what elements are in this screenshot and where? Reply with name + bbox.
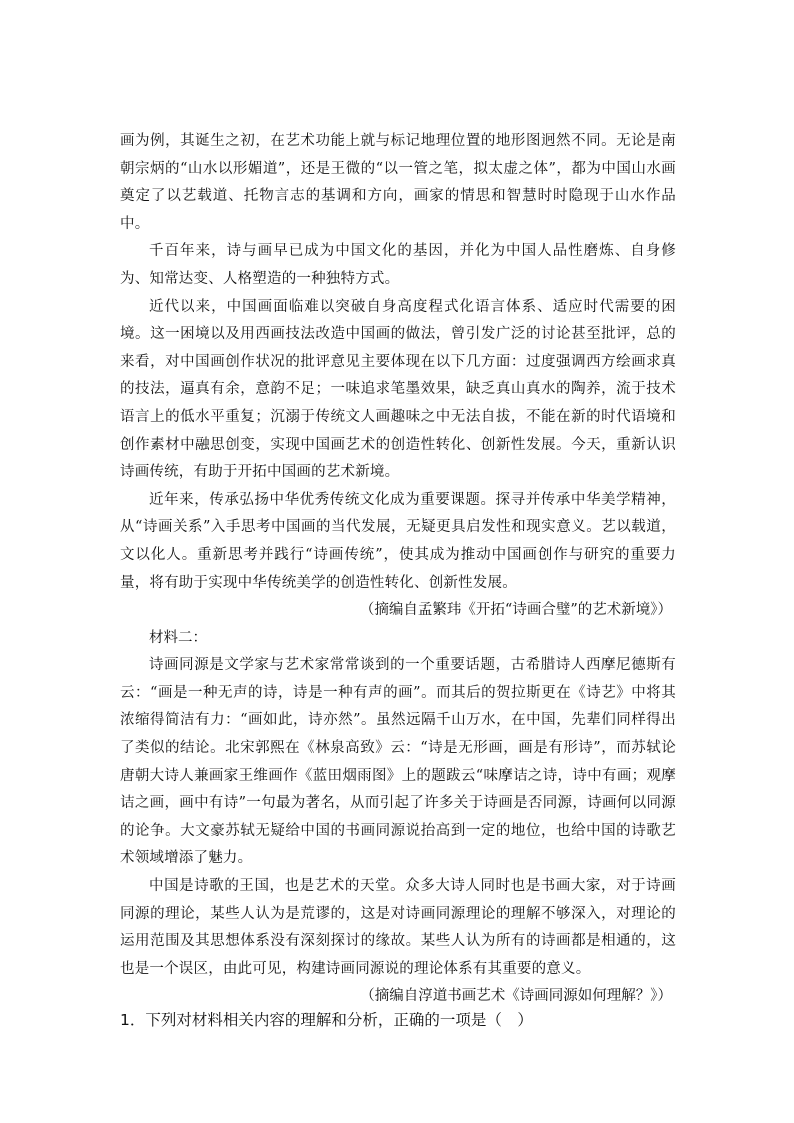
source-citation-1: （摘编自孟繁玮《开拓“诗画合璧”的艺术新境》） bbox=[359, 602, 672, 619]
material-2-label: 材料二： bbox=[149, 629, 207, 646]
paragraph-poetry-painting-origin: 诗画同源是文学家与艺术家常常谈到的一个重要话题，古希腊诗人西摩尼德斯有云：“画是一种无声的诗，诗是一种有声的画”。而其后的贺拉斯更在《诗艺》中将其浓缩得简洁有力：“画如此，诗亦然”。虽然远隔千山万水，在中国，先辈们同样得出了类似的结论。北宋郭熙在《林泉高致》云：“诗是无形画，画是有形诗”，而苏轼论唐朝大诗人兼画家王维画作《蓝田烟雨图》上的题跋云“味摩诘之诗，诗中有画；观摩诘之画，画中有诗”一句最为著名，从而引起了许多关于诗画是否同源，诗画何以同源的论争。大文豪苏轼无疑给中国的书画同源说抬高到一定的地位，也给中国的诗歌艺术领域增添了魅力。 bbox=[120, 657, 676, 867]
paragraph-recent-years: 近年来，传承弘扬中华优秀传统文化成为重要课题。探寻并传承中华美学精神，从“诗画关系”入手思考中国画的当代发展，无疑更具启发性和现实意义。艺以载道，文以化人。重新思考并践行“诗画传统”，使其成为推动中国画创作与研究的重要力量，将有助于实现中华传统美学的创造性转化、创新性发展。 bbox=[120, 491, 676, 591]
paragraph-kingdom-of-poetry: 中国是诗歌的王国，也是艺术的天堂。众多大诗人同时也是书画大家，对于诗画同源的理论，某些人认为是荒谬的，这是对诗画同源理论的理解不够深入，对理论的运用范围及其思想体系没有深刻探讨的缘故。某些人认为所有的诗画都是相通的，这也是一个误区，由此可见，构建诗画同源说的理论体系有其重要的意义。 bbox=[120, 878, 676, 977]
paragraph-poetry-painting-gene: 千百年来，诗与画早已成为中国文化的基因，并化为中国人品性磨炼、自身修为、知常达变、人格塑造的一种独特方式。 bbox=[120, 243, 676, 287]
paragraph-continuation: 画为例，其诞生之初，在艺术功能上就与标记地理位置的地形图迥然不同。无论是南朝宗炳的“山水以形媚道”，还是王微的“以一管之笔，拟太虚之体”，都为中国山水画奠定了以艺载道、托物言志的基调和方向，画家的情思和智慧时时隐现于山水作品中。 bbox=[120, 133, 676, 232]
question-1: 1．下列对材料相关内容的理解和分析，正确的一项是（ ） bbox=[120, 1011, 533, 1029]
document-body bbox=[120, 128, 676, 1011]
source-citation-2: （摘编自淳道书画艺术《诗画同源如何理解？》） bbox=[360, 988, 672, 1005]
paragraph-modern-dilemma: 近代以来，中国画面临难以突破自身高度程式化语言体系、适应时代需要的困境。这一困境以及用西画技法改造中国画的做法，曾引发广泛的讨论甚至批评，总的来看，对中国画创作状况的批评意见主要体现在以下几方面：过度强调西方绘画求真的技法，逼真有余，意韵不足；一味追求笔墨效果，缺乏真山真水的陶养，流于技术语言上的低水平重复；沉溺于传统文人画趣味之中无法自拔，不能在新的时代语境和创作素材中融思创变，实现中国画艺术的创造性转化、创新性发展。今天，重新认识诗画传统，有助于开拓中国画的艺术新境。 bbox=[120, 298, 676, 481]
